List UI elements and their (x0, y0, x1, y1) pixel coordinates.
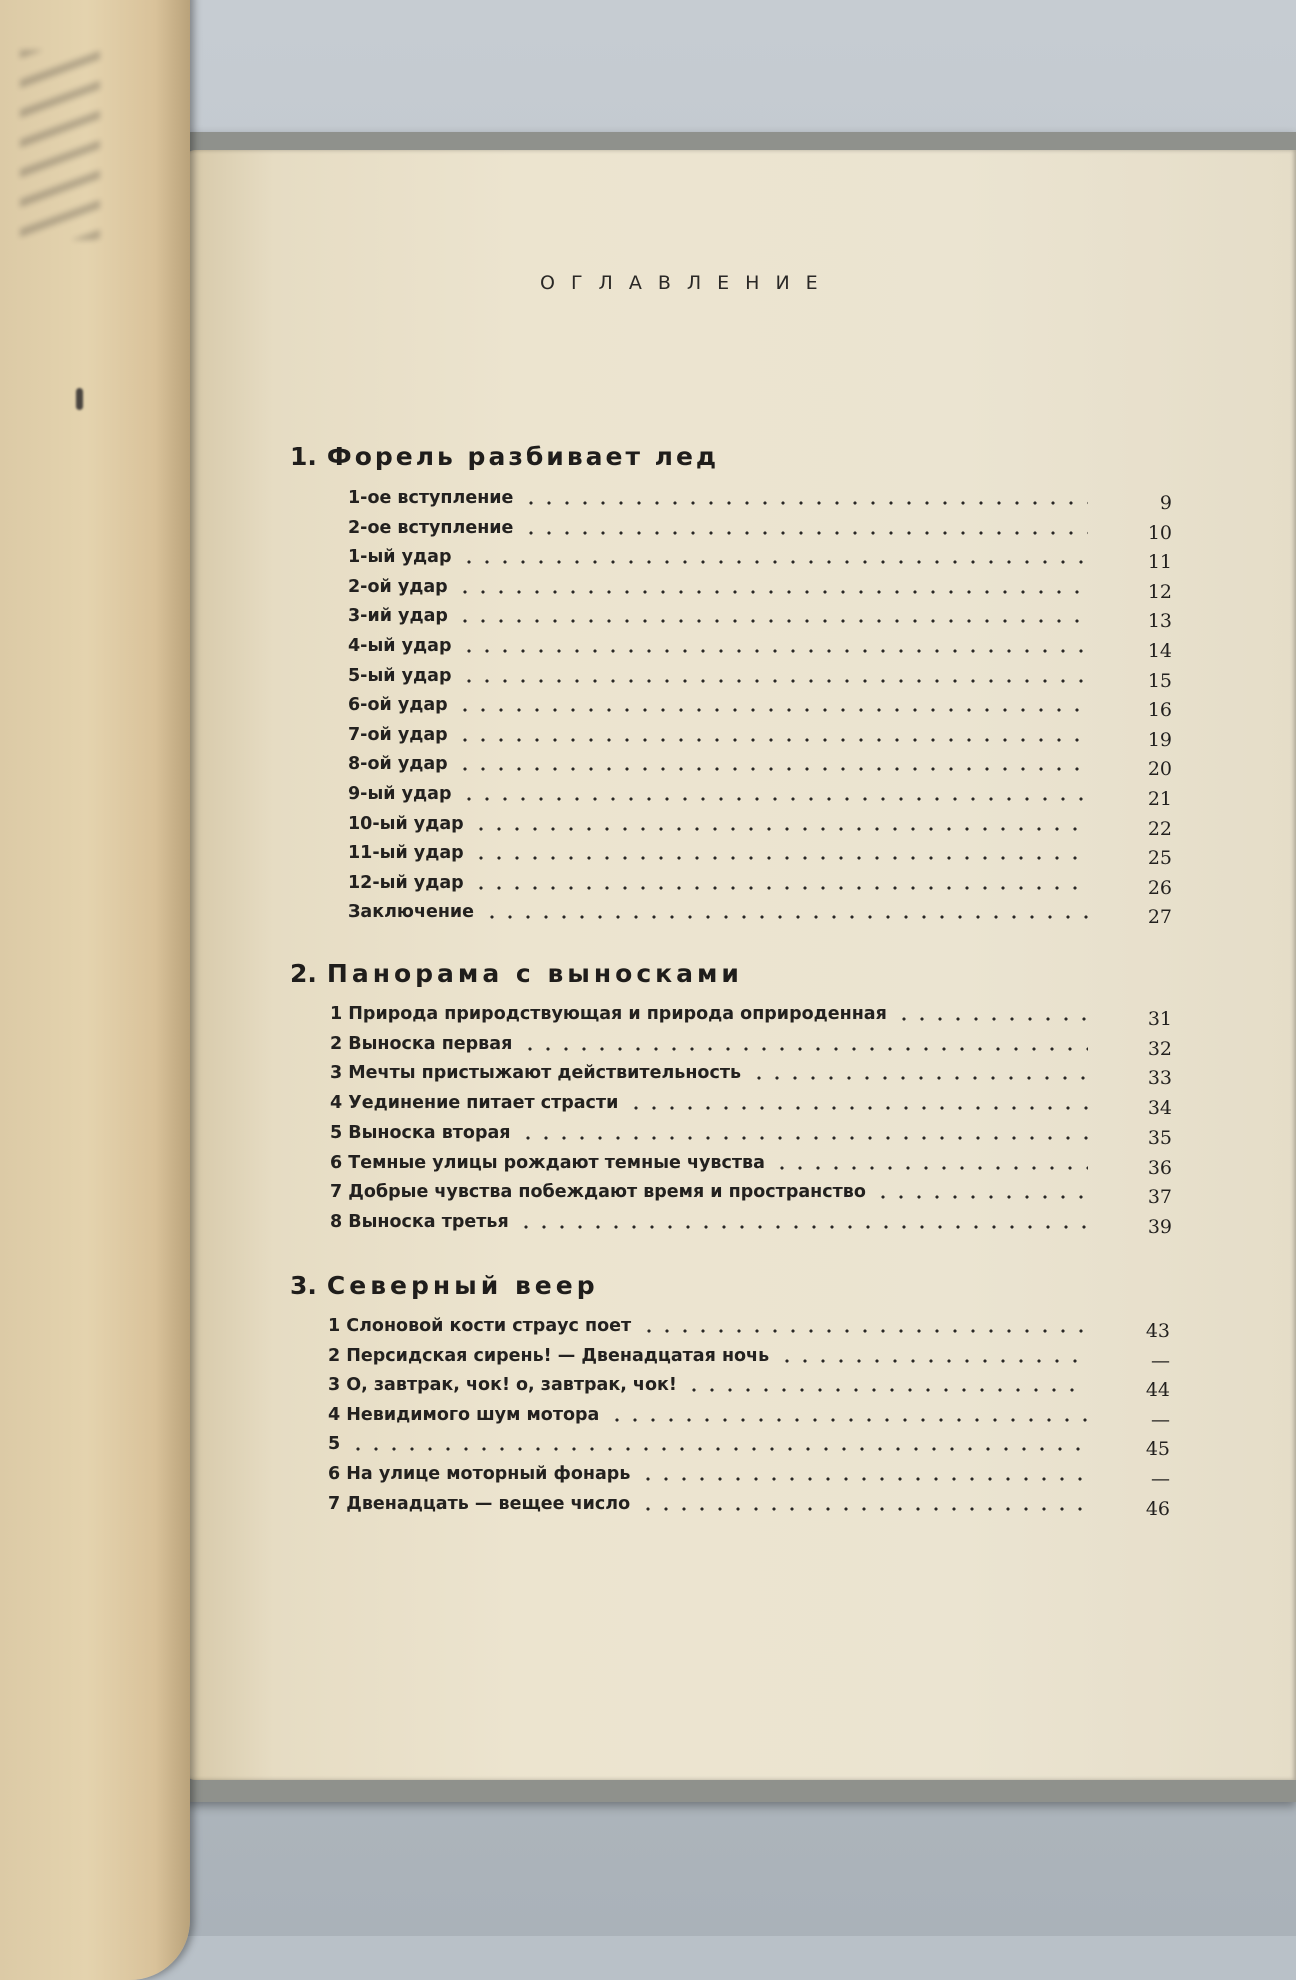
toc-entry-page: 34 (1147, 1097, 1172, 1119)
toc-entry-label: 5-ый удар (348, 666, 452, 686)
toc-entry (348, 725, 1172, 753)
section-name: Северный веер (326, 1271, 599, 1300)
toc-entry (348, 577, 1172, 605)
toc-entry (328, 1494, 1170, 1522)
dot-leader (639, 1507, 1088, 1511)
toc-entry-page: — (1151, 1468, 1170, 1490)
dot-leader (517, 1225, 1088, 1229)
dot-leader (519, 1136, 1088, 1140)
toc-entry-page: 44 (1145, 1379, 1170, 1401)
toc-entry-page: 43 (1145, 1320, 1170, 1342)
dot-leader (685, 1388, 1088, 1392)
section-name: Панорама с выносками (326, 959, 743, 988)
toc-entry-label: 6 На улице моторный фонарь (328, 1464, 631, 1484)
toc-entry-page: 46 (1145, 1498, 1170, 1520)
toc-entry-label: 2 Персидская сирень! — Двенадцатая ночь (328, 1346, 770, 1366)
toc-entry-page: — (1151, 1350, 1170, 1372)
toc-entry-label: 1-ое вступление (348, 488, 514, 508)
toc-entry-page: 39 (1147, 1216, 1172, 1238)
toc-entry (348, 488, 1172, 516)
toc-entry-label: 1-ый удар (348, 547, 452, 567)
toc-entry (348, 666, 1172, 694)
toc-entry-page: 31 (1147, 1008, 1172, 1030)
toc-entry-label: Заключение (348, 902, 475, 922)
dot-leader (778, 1359, 1088, 1363)
toc-entry (348, 902, 1172, 930)
dot-leader (639, 1477, 1088, 1481)
toc-entry-page: 13 (1147, 610, 1172, 632)
toc-entry (348, 814, 1172, 842)
dot-leader (608, 1418, 1088, 1422)
dot-leader (521, 1047, 1088, 1051)
toc-entry-label: 4 Уединение питает страсти (330, 1093, 619, 1113)
toc-entry-page: 19 (1147, 729, 1172, 751)
toc-heading: ОГЛАВЛЕНИЕ (540, 272, 834, 294)
toc-entry (348, 606, 1172, 634)
dot-leader (640, 1329, 1088, 1333)
toc-entry-label: 4 Невидимого шум мотора (328, 1405, 600, 1425)
toc-entry-page: 11 (1147, 551, 1172, 573)
toc-entry (330, 1093, 1172, 1121)
toc-entry-label: 1 Слоновой кости страус поет (328, 1316, 632, 1336)
toc-entry-page: 10 (1147, 522, 1172, 544)
toc-entry (348, 843, 1172, 871)
toc-entry-label: 7-ой удар (348, 725, 448, 745)
toc-entry-page: 22 (1147, 818, 1172, 840)
page-speck (76, 388, 83, 410)
toc-entry-page: 25 (1147, 847, 1172, 869)
toc-entry-label: 3 Мечты пристыжают действительность (330, 1063, 742, 1083)
toc-entry (348, 547, 1172, 575)
dot-leader (456, 767, 1088, 771)
toc-entry (330, 1004, 1172, 1032)
toc-entry-page: 14 (1147, 640, 1172, 662)
toc-entry (328, 1434, 1170, 1462)
toc-entry (328, 1316, 1170, 1344)
dot-leader (349, 1447, 1088, 1451)
toc-entry (330, 1123, 1172, 1151)
toc-entry (330, 1153, 1172, 1181)
dot-leader (460, 679, 1088, 683)
dot-leader (750, 1076, 1088, 1080)
toc-entry-label: 10-ый удар (348, 814, 464, 834)
toc-entry (330, 1212, 1172, 1240)
dot-leader (522, 501, 1088, 505)
toc-entry-label: 6 Темные улицы рождают темные чувства (330, 1153, 765, 1173)
toc-entry (328, 1405, 1170, 1433)
toc-entry (348, 754, 1172, 782)
left-page (0, 0, 190, 1980)
dot-leader (456, 619, 1088, 623)
dot-leader (460, 649, 1088, 653)
toc-entry-label: 4-ый удар (348, 636, 452, 656)
toc-entry-page: 15 (1147, 670, 1172, 692)
toc-entry (330, 1034, 1172, 1062)
toc-entry-label: 3 О, завтрак, чок! о, завтрак, чок! (328, 1375, 677, 1395)
toc-entry-page: — (1151, 1409, 1170, 1431)
toc-entry-page: 12 (1147, 581, 1172, 603)
dot-leader (460, 560, 1088, 564)
section-title (290, 442, 719, 471)
toc-entry-label: 6-ой удар (348, 695, 448, 715)
dot-leader (472, 856, 1088, 860)
section-number: 1. (290, 442, 317, 471)
toc-entry (348, 636, 1172, 664)
toc-entry (328, 1464, 1170, 1492)
toc-entry (348, 873, 1172, 901)
dot-leader (874, 1195, 1088, 1199)
toc-entry-label: 5 (328, 1434, 341, 1454)
toc-entry-page: 9 (1159, 492, 1172, 514)
dot-leader (460, 797, 1088, 801)
section-title (290, 959, 743, 988)
toc-entry (348, 784, 1172, 812)
dot-leader (522, 531, 1088, 535)
toc-entry-label: 2-ой удар (348, 577, 448, 597)
dot-leader (773, 1166, 1088, 1170)
toc-entry-page: 33 (1147, 1067, 1172, 1089)
toc-entry-page: 35 (1147, 1127, 1172, 1149)
toc-entry (330, 1063, 1172, 1091)
toc-entry (328, 1346, 1170, 1374)
toc-entry-page: 20 (1147, 758, 1172, 780)
toc-entry-page: 26 (1147, 877, 1172, 899)
dot-leader (472, 886, 1088, 890)
toc-entry-page: 27 (1147, 906, 1172, 928)
toc-entry-label: 7 Двенадцать — вещее число (328, 1494, 631, 1514)
toc-entry-page: 16 (1147, 699, 1172, 721)
toc-entry-page: 21 (1147, 788, 1172, 810)
dot-leader (456, 590, 1088, 594)
toc-entry (328, 1375, 1170, 1403)
toc-entry-label: 9-ый удар (348, 784, 452, 804)
toc-entry-label: 8 Выноска третья (330, 1212, 509, 1232)
toc-entry-page: 36 (1147, 1157, 1172, 1179)
dot-leader (895, 1017, 1088, 1021)
toc-entry-page: 37 (1147, 1186, 1172, 1208)
toc-entry-label: 3-ий удар (348, 606, 448, 626)
toc-entry-label: 5 Выноска вторая (330, 1123, 511, 1143)
dot-leader (483, 915, 1088, 919)
dot-leader (472, 827, 1088, 831)
toc-entry-label: 11-ый удар (348, 843, 464, 863)
dot-leader (627, 1106, 1088, 1110)
toc-entry-label: 12-ый удар (348, 873, 464, 893)
dot-leader (456, 738, 1088, 742)
toc-entry-label: 7 Добрые чувства побеждают время и пространство (330, 1182, 866, 1202)
section-number: 2. (290, 959, 317, 988)
show-through-text (20, 50, 100, 240)
toc-entry-page: 45 (1145, 1438, 1170, 1460)
toc-entry (330, 1182, 1172, 1210)
toc-entry (348, 518, 1172, 546)
dot-leader (456, 708, 1088, 712)
toc-entry-label: 2 Выноска первая (330, 1034, 513, 1054)
section-number: 3. (290, 1271, 317, 1300)
toc-entry (348, 695, 1172, 723)
toc-entry-label: 1 Природа природствующая и природа оприроденная (330, 1004, 887, 1024)
section-title (290, 1271, 599, 1300)
section-name: Форель разбивает лед (326, 442, 720, 471)
toc-entry-label: 2-ое вступление (348, 518, 514, 538)
toc-entry-label: 8-ой удар (348, 754, 448, 774)
toc-entry-page: 32 (1147, 1038, 1172, 1060)
